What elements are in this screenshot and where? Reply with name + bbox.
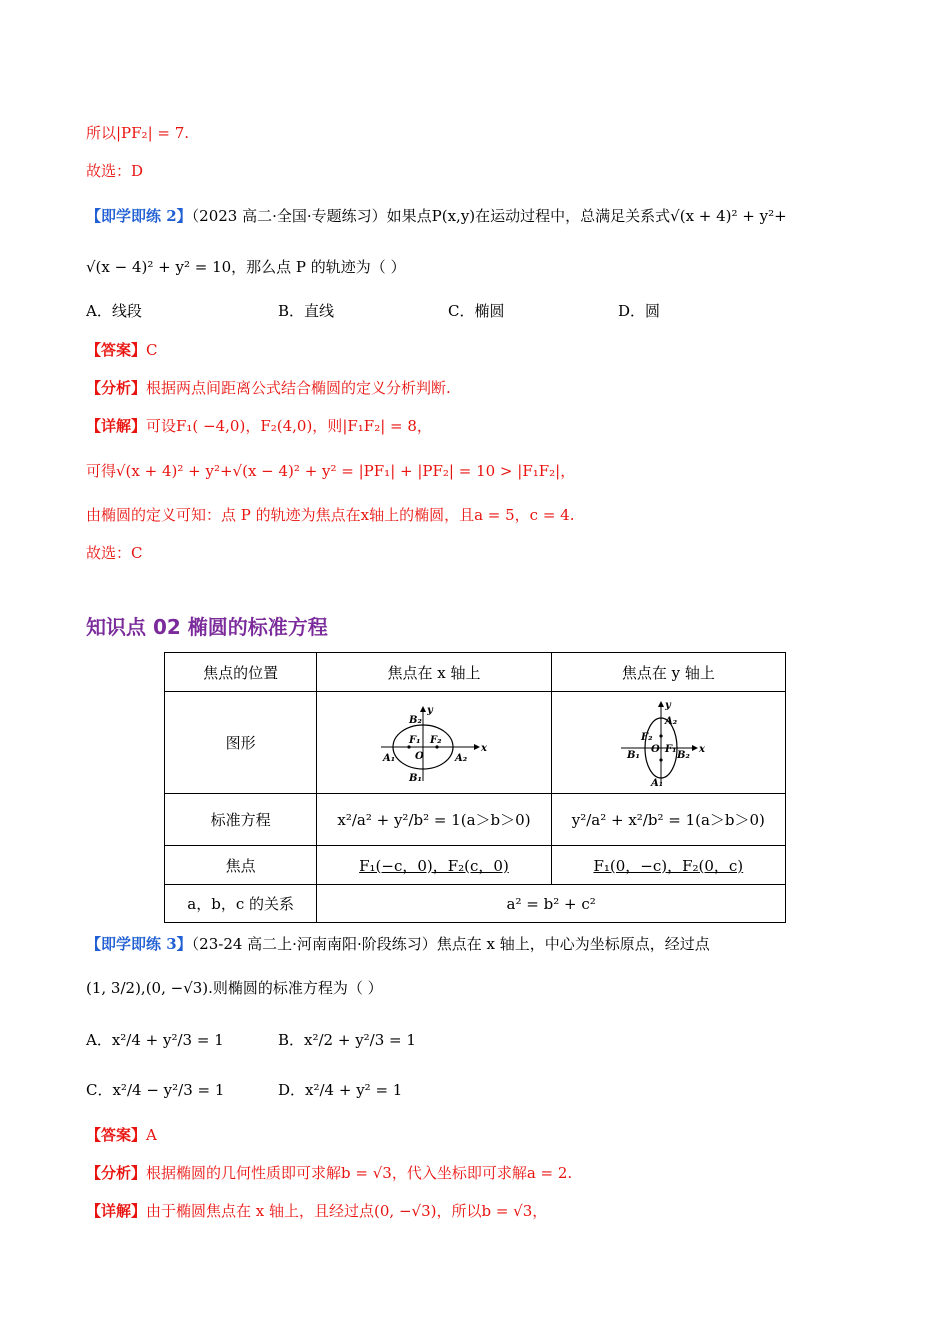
q3-analysis — [86, 1162, 572, 1183]
q3-option-d: D．x²/4 + y² = 1 — [278, 1081, 403, 1099]
y-focus-f1-point — [660, 758, 663, 761]
fig-y-label-y: y — [665, 699, 672, 711]
table-foci-y — [551, 846, 785, 885]
table-relation-label: a，b，c 的关系 — [165, 885, 317, 923]
fig-x-label-b1: B₁ — [408, 772, 422, 784]
table-header-position: 焦点的位置 — [165, 653, 317, 692]
q2-stem-1: 如果点P(x,y)在运动过程中，总满足关系式√(x + 4)² + y²+ — [386, 207, 787, 225]
fig-y-label-a2: A₂ — [665, 715, 678, 727]
table-figure-y — [551, 692, 785, 794]
q2-option-d: D．圆 — [618, 302, 661, 320]
ellipse-standard-table — [164, 652, 786, 923]
q3-stem-line-1 — [86, 933, 710, 954]
table-figure-label: 图形 — [165, 692, 317, 794]
table-equation-label: 标准方程 — [165, 794, 317, 846]
top-line-2: 故选：D — [86, 162, 144, 180]
table-foci-x — [317, 846, 551, 885]
table-equation-x: x²/a² + y²/b² = 1(a＞b＞0) — [317, 794, 551, 846]
q3-option-a: A．x²/4 + y²/3 = 1 — [86, 1031, 224, 1049]
q3-option-b: B．x²/2 + y²/3 = 1 — [278, 1031, 416, 1049]
q2-detail-1-text: 可设F₁( −4,0)，F₂(4,0)，则|F₁F₂| = 8， — [146, 417, 432, 435]
q2-option-c: C．椭圆 — [448, 302, 505, 320]
fig-y-label-b2: B₂ — [677, 749, 691, 761]
table-header-y-axis: 焦点在 y 轴上 — [551, 653, 785, 692]
fig-x-label-o: O — [414, 750, 424, 762]
q3-tag: 【即学即练 3】 — [86, 935, 192, 953]
q2-option-b: B．直线 — [278, 302, 335, 320]
q2-answer — [86, 339, 158, 360]
fig-y-label-f2: F₂ — [641, 731, 653, 743]
fig-y-label-a1: A₁ — [651, 777, 664, 788]
table-equation-y: y²/a² + x²/b² = 1(a＞b＞0) — [551, 794, 785, 846]
fig-x-label-y: y — [426, 704, 433, 716]
fig-x-label-a1: A₁ — [382, 752, 396, 764]
q3-answer-tag: 【答案】 — [86, 1126, 147, 1144]
fig-x-label-f1: F₁ — [408, 734, 421, 746]
q2-source: （2023 高二·全国·专题练习） — [191, 207, 387, 225]
q2-tag: 【即学即练 2】 — [86, 207, 192, 225]
q2-final: 故选：C — [86, 544, 143, 562]
fig-x-label-a2: A₂ — [454, 752, 468, 764]
section-title: 知识点 02 椭圆的标准方程 — [86, 615, 328, 639]
y-focus-f2-point — [660, 734, 663, 737]
ellipse-x-figure — [379, 701, 489, 785]
q2-detail-1 — [86, 415, 432, 436]
q3-detail-tag: 【详解】 — [86, 1202, 147, 1220]
top-line-1: 所以|PF₂| = 7. — [86, 124, 190, 142]
table-relation-value: a² = b² + c² — [317, 885, 786, 923]
q2-answer-tag: 【答案】 — [86, 341, 147, 359]
q3-answer-value: A — [146, 1126, 157, 1144]
q2-detail-2: 可得√(x + 4)² + y²+√(x − 4)² + y² = |PF₁| + |PF₂| = 10 > |F₁F₂|， — [86, 462, 576, 480]
fig-y-label-b1: B₁ — [627, 749, 641, 761]
q3-detail-text: 由于椭圆焦点在 x 轴上，且经过点(0, −√3)，所以b = √3， — [146, 1202, 548, 1220]
q2-detail-tag: 【详解】 — [86, 417, 147, 435]
q3-option-c: C．x²/4 − y²/3 = 1 — [86, 1081, 225, 1099]
fig-x-label-x: x — [480, 742, 487, 754]
table-header-x-axis: 焦点在 x 轴上 — [317, 653, 551, 692]
q2-stem-line-2: √(x − 4)² + y² = 10，那么点 P 的轨迹为（ ） — [86, 258, 406, 276]
q3-source: （23-24 高二上·河南南阳·阶段练习） — [191, 935, 437, 953]
q3-stem-1: 焦点在 x 轴上，中心为坐标原点，经过点 — [436, 935, 710, 953]
q2-analysis — [86, 377, 451, 398]
q3-analysis-text: 根据椭圆的几何性质即可求解b = √3，代入坐标即可求解a = 2. — [146, 1164, 573, 1182]
table-figure-x — [317, 692, 551, 794]
q3-analysis-tag: 【分析】 — [86, 1164, 147, 1182]
q2-analysis-tag: 【分析】 — [86, 379, 147, 397]
q2-answer-value: C — [146, 341, 158, 359]
q2-detail-3: 由椭圆的定义可知：点 P 的轨迹为焦点在x轴上的椭圆，且a = 5，c = 4. — [86, 506, 575, 524]
table-foci-y-text: F₁(0，−c)，F₂(0，c) — [593, 856, 744, 875]
q2-analysis-text: 根据两点间距离公式结合椭圆的定义分析判断. — [146, 379, 451, 397]
q2-stem-line-1 — [86, 205, 787, 226]
table-foci-label: 焦点 — [165, 846, 317, 885]
q3-stem-line-2: (1, 3/2),(0, −√3).则椭圆的标准方程为（ ） — [86, 979, 383, 997]
ellipse-y-figure — [613, 698, 723, 788]
q3-answer — [86, 1124, 157, 1145]
q3-detail — [86, 1200, 547, 1221]
fig-x-label-b2: B₂ — [408, 714, 422, 726]
fig-y-label-x: x — [699, 743, 706, 755]
fig-y-label-f1: F₁ — [665, 743, 677, 755]
fig-x-label-f2: F₂ — [429, 734, 442, 746]
table-foci-x-text: F₁(−c，0)，F₂(c，0) — [359, 856, 509, 875]
fig-y-label-o: O — [651, 743, 661, 755]
q2-option-a: A．线段 — [86, 302, 142, 320]
